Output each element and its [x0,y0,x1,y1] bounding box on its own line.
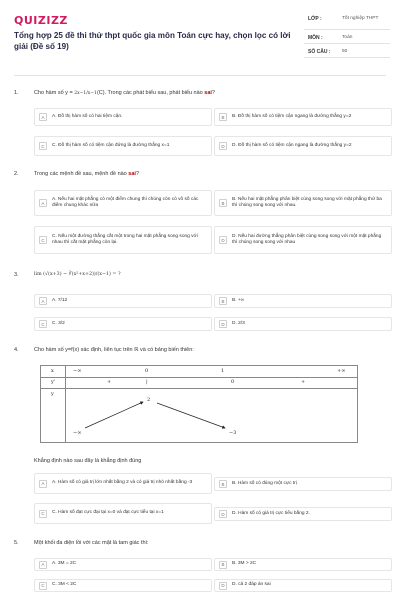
question-number: 5. [14,540,19,546]
option-text: A. Nếu hai mặt phẳng có một điểm chung thì chúng còn có vô số các điểm chung khác nữa [52,196,199,208]
question-subtext: Khẳng định nào sau đây là khẳng định đúng [34,458,142,464]
option-letter: D [219,236,227,244]
answer-option-a[interactable] [34,558,212,571]
x-label: x [51,368,54,374]
question-number: 3. [14,272,19,278]
derivative-sign: 0 [231,379,235,385]
option-letter: A [39,561,47,569]
answer-option-c[interactable] [34,226,212,254]
option-letter: D [219,582,227,590]
option-text: D. Nếu hai đường thẳng phân biệt cùng song song với một mặt phẳng thì chúng song song với nhau [232,233,382,245]
y-value: 2 [147,397,151,403]
y-value: −3 [229,430,237,436]
option-letter: B [219,297,227,305]
option-letter: A [39,199,47,207]
answer-option-c[interactable] [34,136,212,156]
option-letter: B [219,480,227,488]
answer-option-d[interactable] [214,226,392,254]
answer-option-b[interactable] [214,477,392,491]
option-letter: A [39,297,47,305]
option-text: D. cả 2 đáp án sai [232,582,271,588]
limit-expression: lim (√(x+3) − ∛(x²+x+2))/(x−1) = ? [34,272,121,277]
option-letter: C [39,510,47,518]
x-value: 1 [221,368,225,374]
increasing-arrow [85,402,143,428]
meta-class-row: LỚP : Tốt nghiệp THPT [304,14,390,30]
variation-table [40,365,358,443]
x-value: 0 [145,368,149,374]
answer-option-a[interactable] [34,108,212,126]
option-text: B. Nếu hai mặt phẳng phân biệt cùng song song với mặt phẳng thứ ba thì chúng song song với nhau. [232,196,382,208]
answer-option-a[interactable] [34,473,212,494]
variation-arrows [41,366,357,442]
option-letter: D [219,320,227,328]
question-text: Cho hàm số y=f(x) xác định, liên tục trên ℝ và có bảng biến thiên: [34,347,194,353]
answer-option-c[interactable] [34,579,212,592]
option-text: D. Đồ thị hàm số có tiệm cận ngang là đường thẳng y=2 [232,142,352,148]
meta-count-row: SỐ CÂU : 50 [304,44,390,58]
question-text: Cho hàm số y = 2x−1/x−1(C). Trong các phát biểu sau, phát biểu nào sai? [34,90,215,96]
x-value: −∞ [73,368,82,374]
option-text: C. Hàm số đạt cực đại tại x=0 và đạt cực tiểu tại x=1 [52,510,164,516]
answer-option-a[interactable] [34,190,212,216]
option-letter: C [39,582,47,590]
option-letter: D [219,142,227,150]
y-label: y [51,391,54,397]
yprime-label: y' [51,379,56,385]
option-text: C. Đồ thị hàm số có tiệm cận đứng là đường thẳng x=1 [52,142,170,148]
derivative-sign: + [301,379,306,385]
answer-option-d[interactable] [214,136,392,156]
option-text: B. Đồ thị hàm số có tiệm cận ngang là đường thẳng y=2 [232,113,352,119]
meta-subject-row: MÔN : Toán [304,30,390,44]
question-number: 2. [14,171,19,177]
x-value: +∞ [337,368,346,374]
option-letter: B [219,561,227,569]
option-letter: B [219,113,227,121]
option-text: C. Nếu một đường thẳng cắt một trong hai mặt phẳng song song với nhau thì cắt mặt phẳng còn lại. [52,233,198,245]
page-title: Tổng hợp 25 đề thi thử thpt quốc gia môn Toán cực hay, chọn lọc có lời giải (Đề số 19) [14,31,291,51]
quizizz-logo: QUIZIZZ [14,14,68,27]
answer-option-b[interactable] [214,294,392,308]
derivative-sign: + [107,379,112,385]
option-text: D. Hàm số có giá trị cực tiểu bằng 2. [232,510,310,516]
answer-option-a[interactable] [34,294,212,308]
header-divider [14,75,386,76]
option-letter: D [219,510,227,518]
answer-option-d[interactable] [214,317,392,331]
answer-option-c[interactable] [34,317,212,331]
answer-option-d[interactable] [214,507,392,521]
option-letter: B [219,199,227,207]
question-text: Một khối đa diện lồi với các mặt là tam giác thì: [34,540,149,546]
answer-option-d[interactable] [214,579,392,592]
decreasing-arrow [157,403,225,428]
option-text: A. Đồ thị hàm số có hai tiệm cận. [52,113,123,119]
option-letter: A [39,113,47,121]
question-number: 4. [14,347,19,353]
derivative-sign: | [146,379,148,385]
option-text: A. 7/12 [52,297,68,303]
question-number: 1. [14,90,19,96]
answer-option-b[interactable] [214,558,392,571]
option-text: C. 3/2 [52,320,65,326]
option-letter: A [39,480,47,488]
option-text: B. 3M > 2C [232,561,257,567]
option-letter: C [39,142,47,150]
option-text: C. 3M < 2C [52,582,77,588]
answer-option-b[interactable] [214,190,392,216]
question-text: Trong các mệnh đề sau, mệnh đề nào sai? [34,171,139,177]
option-text: B. +∞ [232,297,245,303]
option-text: A. Hàm số có giá trị lớn nhất bằng 2 và có giá trị nhỏ nhất bằng -3 [52,480,193,486]
option-letter: C [39,320,47,328]
answer-option-c[interactable] [34,503,212,524]
option-letter: C [39,236,47,244]
option-text: B. Hàm số có đúng một cực trị [232,480,297,486]
answer-option-b[interactable] [214,108,392,126]
meta-panel [304,14,390,58]
y-value: −∞ [73,430,82,436]
option-text: D. 2/3 [232,320,245,326]
option-text: A. 3M = 2C [52,561,77,567]
